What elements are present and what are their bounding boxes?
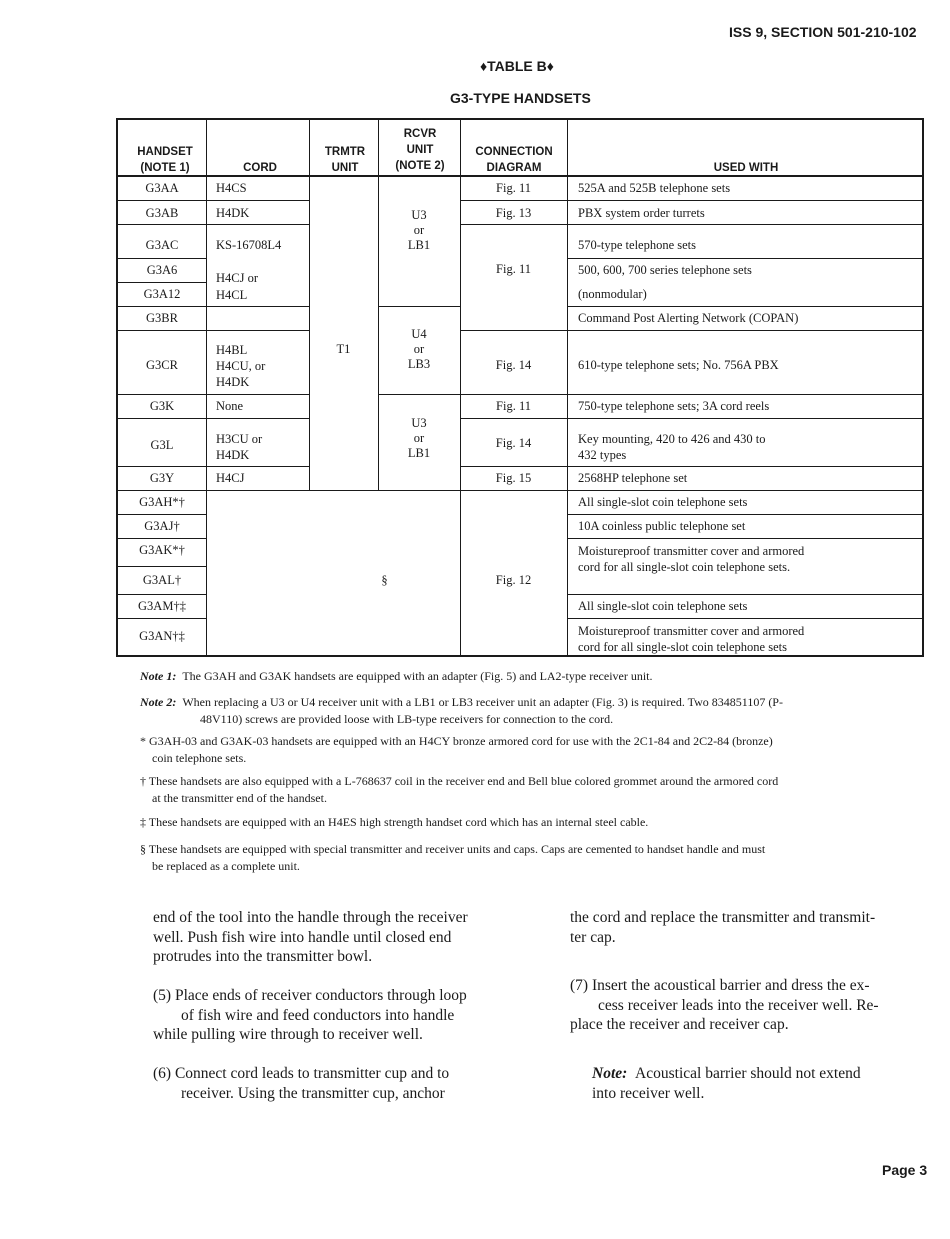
col-header-used-with: USED WITH (713, 162, 779, 174)
used-with-cell: 10A coinless public telephone set (578, 519, 746, 533)
handsets-table (116, 118, 924, 657)
handset-cell: G3L (150, 438, 174, 452)
diagram-cell: Fig. 15 (495, 471, 532, 485)
handset-cell: G3BR (146, 311, 178, 325)
step-6: (6) Connect cord leads to transmitter cup and to receiver. Using the transmitter cup, anchor (153, 1065, 450, 1102)
used-with-cell: All single-slot coin telephone sets (578, 599, 748, 613)
document-header: ISS 9, SECTION 501-210-102 (729, 24, 917, 40)
cord-cell: H3CU or H4DK (216, 432, 263, 462)
note-1: Note 1: The G3AH and G3AK handsets are equipped with an adapter (Fig. 5) and LA2-type receiver unit. (140, 669, 653, 683)
diagram-cell: Fig. 13 (495, 206, 532, 220)
rcvr-cell: U3 or LB1 (407, 416, 431, 460)
handset-cell: G3CR (146, 358, 178, 372)
footnote-section: § These handsets are equipped with special transmitter and receiver units and caps. Caps are cemented to handset handle and must be replaced as a complete unit. (140, 842, 766, 873)
col-header-cord: CORD (243, 162, 277, 174)
cord-cell: H4CJ (216, 471, 245, 485)
diagram-cell: Fig. 11 (496, 181, 531, 195)
handset-cell: G3A12 (143, 287, 181, 301)
used-with-cell: 500, 600, 700 series telephone sets (578, 263, 752, 277)
used-with-cell: PBX system order turrets (578, 206, 705, 220)
rcvr-cell: U4 or LB3 (407, 327, 431, 371)
diagram-cell: Fig. 12 (495, 573, 532, 587)
footnote-star: * G3AH-03 and G3AK-03 handsets are equipped with an H4CY bronze armored cord for use with the 2C1-84 and 2C2-84 (bronze) coin telephone sets. (140, 734, 773, 765)
diagram-cell: Fig. 11 (496, 399, 531, 413)
handset-cell: G3AJ† (144, 519, 180, 533)
handset-cell: G3AB (145, 206, 179, 220)
used-with-cell: 570-type telephone sets (578, 238, 697, 252)
used-with-cell: Command Post Alerting Network (COPAN) (578, 311, 799, 325)
step-5: (5) Place ends of receiver conductors through loop of fish wire and feed conductors into handle while pulling wire through to receiver well. (153, 987, 467, 1043)
note-2: Note 2: When replacing a U3 or U4 receiver unit with a LB1 or LB3 receiver unit an adapter (Fig. 3) is required. Two 834851107 (P- 48V110) screws are provided loose with LB-type receivers for connection to the cord. (140, 695, 783, 726)
handset-cell: G3AL† (142, 573, 182, 587)
handset-cell: G3AH*† (139, 495, 185, 509)
handset-cell: G3K (149, 399, 175, 413)
cord-cell: None (216, 399, 244, 413)
used-with-cell: All single-slot coin telephone sets (578, 495, 748, 509)
used-with-cell: (nonmodular) (578, 287, 647, 301)
used-with-cell: Moistureproof transmitter cover and armored cord for all single-slot coin telephone sets. (578, 544, 805, 574)
page-number: Page 3 (882, 1162, 928, 1178)
used-with-cell: 2568HP telephone set (578, 471, 688, 485)
cord-cell: H4CS (216, 181, 247, 195)
section-mark-cell: § (381, 573, 388, 587)
handset-cell: G3AK*† (139, 543, 185, 557)
used-with-cell: Moistureproof transmitter cover and armored cord for all single-slot coin telephone sets (578, 624, 805, 654)
footnote-dagger: † These handsets are also equipped with a L-768637 coil in the receiver end and Bell blue colored grommet around the armored cord at the transmitter end of the handset. (140, 774, 779, 805)
used-with-cell: Key mounting, 420 to 426 and 430 to 432 types (578, 432, 766, 462)
body-left-continued: end of the tool into the handle through the receiver well. Push fish wire into handle until closed end protrudes into the transmitter bowl. (153, 909, 468, 965)
handset-cell: G3AC (145, 238, 179, 252)
handset-cell: G3AM†‡ (138, 599, 186, 613)
diagram-cell: Fig. 14 (495, 358, 532, 372)
handset-cell: G3AA (145, 181, 179, 195)
cord-cell: H4BL H4CU, or H4DK (216, 343, 266, 389)
col-header-handset: HANDSET (NOTE 1) (137, 146, 193, 174)
used-with-cell: 610-type telephone sets; No. 756A PBX (578, 358, 779, 372)
cord-cell: H4DK (216, 206, 250, 220)
body-note: Note: Acoustical barrier should not extend into receiver well. (592, 1065, 861, 1102)
table-title: G3-TYPE HANDSETS (450, 90, 591, 106)
footnote-double-dagger: ‡ These handsets are equipped with an H4ES high strength handset cord which has an internal steel cable. (140, 815, 649, 829)
diagram-cell: Fig. 14 (495, 436, 532, 450)
col-header-connection: CONNECTION DIAGRAM (475, 146, 553, 174)
table-label: ♦TABLE B♦ (480, 58, 554, 74)
cord-cell: H4CJ or H4CL (216, 271, 259, 302)
diagram-cell: Fig. 11 (496, 262, 531, 276)
used-with-cell: 525A and 525B telephone sets (578, 181, 731, 195)
handset-cell: G3AN†‡ (139, 629, 185, 643)
col-header-rcvr: RCVR UNIT (NOTE 2) (395, 128, 445, 172)
handset-cell: G3Y (149, 471, 175, 485)
rcvr-cell: U3 or LB1 (407, 208, 431, 252)
cord-cell: KS-16708L4 (216, 238, 282, 252)
col-header-trmtr: TRMTR UNIT (324, 146, 366, 174)
handset-cell: G3A6 (146, 263, 178, 277)
body-right-continued: the cord and replace the transmitter and transmit- ter cap. (570, 909, 876, 946)
step-7: (7) Insert the acoustical barrier and dress the ex- cess receiver leads into the receiver well. Re- place the receiver and receiver cap. (570, 977, 879, 1033)
used-with-cell: 750-type telephone sets; 3A cord reels (578, 399, 770, 413)
trmtr-cell: T1 (336, 342, 351, 356)
